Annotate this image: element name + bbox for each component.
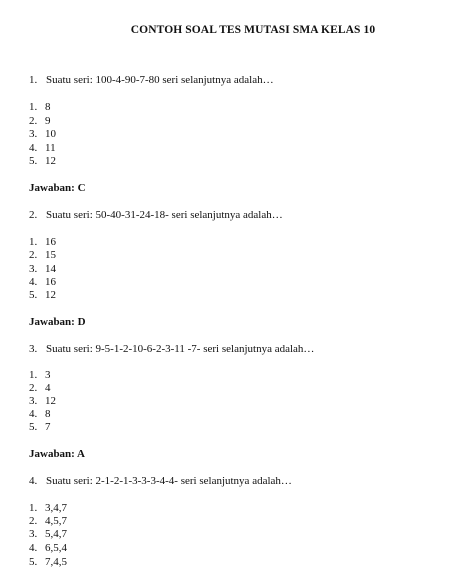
- question-number: 1.: [29, 74, 38, 86]
- question-4: [29, 475, 292, 488]
- question-number: 3.: [29, 343, 38, 355]
- question-1: [29, 74, 274, 87]
- option-2-4: 4. 16: [29, 276, 56, 288]
- option-1-4: 4. 11: [29, 142, 56, 154]
- option-3-3: 3. 12: [29, 395, 56, 407]
- option-4-1: 1. 3,4,7: [29, 502, 67, 514]
- question-text: Suatu seri: 9-5-1-2-10-6-2-3-11 -7- seri selanjutnya adalah…: [46, 343, 315, 355]
- option-4-4: 4. 6,5,4: [29, 542, 67, 554]
- option-4-5: 5. 7,4,5: [29, 556, 67, 568]
- question-text: Suatu seri: 100-4-90-7-80 seri selanjutnya adalah…: [46, 74, 274, 86]
- option-2-5: 5. 12: [29, 289, 56, 301]
- question-text: Suatu seri: 2-1-2-1-3-3-3-4-4- seri selanjutnya adalah…: [46, 475, 292, 487]
- answer-2: Jawaban: D: [29, 316, 86, 328]
- option-1-3: 3. 10: [29, 128, 56, 140]
- option-4-2: 2. 4,5,7: [29, 515, 67, 527]
- question-3: [29, 343, 314, 356]
- option-2-3: 3. 14: [29, 263, 56, 275]
- option-4-3: 3. 5,4,7: [29, 528, 67, 540]
- question-text: Suatu seri: 50-40-31-24-18- seri selanjutnya adalah…: [46, 209, 283, 221]
- answer-1: Jawaban: C: [29, 182, 86, 194]
- question-number: 2.: [29, 209, 38, 221]
- option-3-1: 1. 3: [29, 369, 51, 381]
- option-3-4: 4. 8: [29, 408, 51, 420]
- page-title: CONTOH SOAL TES MUTASI SMA KELAS 10: [130, 24, 376, 36]
- question-number: 4.: [29, 475, 38, 487]
- answer-3: Jawaban: A: [29, 448, 85, 460]
- option-3-2: 2. 4: [29, 382, 51, 394]
- question-2: [29, 209, 283, 222]
- option-2-2: 2. 15: [29, 249, 56, 261]
- option-1-1: 1. 8: [29, 101, 51, 113]
- option-2-1: 1. 16: [29, 236, 56, 248]
- option-3-5: 5. 7: [29, 421, 51, 433]
- option-1-2: 2. 9: [29, 115, 51, 127]
- option-1-5: 5. 12: [29, 155, 56, 167]
